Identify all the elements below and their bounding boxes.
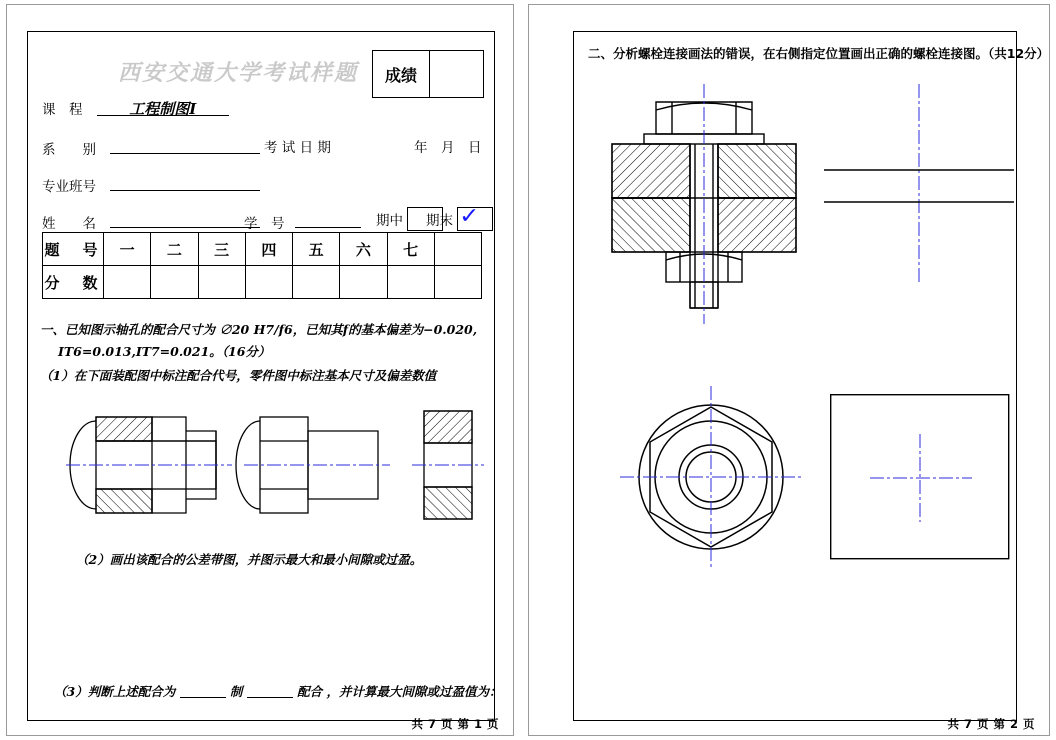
- answer-blank-2[interactable]: [247, 683, 293, 698]
- answer-blank-1[interactable]: [180, 683, 226, 698]
- exam-date-label: 考 试 日 期: [264, 140, 331, 156]
- score-box: [372, 50, 484, 98]
- question1-line5-part4: ，并计算最大间隙或过盈值为：: [326, 684, 502, 699]
- field-final: [426, 204, 493, 231]
- field-class: [42, 173, 260, 195]
- field-student-id: [244, 210, 361, 232]
- score-table: [42, 232, 482, 299]
- score-value-field[interactable]: [430, 51, 483, 97]
- answer-area-bolt-top[interactable]: [824, 84, 1014, 284]
- figure-hex-nut-top-view: [616, 382, 806, 572]
- field-exam-date: [264, 136, 331, 156]
- row-label-score: 分 数: [43, 266, 104, 299]
- course-value[interactable]: 工程制图Ⅰ: [97, 98, 229, 116]
- score-cell-3[interactable]: [198, 266, 245, 299]
- question1-line5-part2: 制: [229, 684, 243, 699]
- page-1-border: [27, 31, 502, 721]
- student-id-value[interactable]: [295, 210, 361, 228]
- watermark-title: 西安交通大学考试样题: [118, 60, 359, 86]
- col-2: 二: [151, 233, 198, 266]
- figure-shaft-hole-fit: [38, 387, 486, 547]
- score-cell-4[interactable]: [245, 266, 292, 299]
- question1-line4: （2）画出该配合的公差带图，并图示最大和最小间隙或过盈。: [76, 552, 423, 567]
- exam-sheet-page-2: [528, 4, 1050, 736]
- score-cell-7[interactable]: [387, 266, 434, 299]
- col-4: 四: [245, 233, 292, 266]
- col-1: 一: [104, 233, 151, 266]
- score-label: 成绩: [373, 51, 430, 97]
- col-3: 三: [198, 233, 245, 266]
- department-label: 系 别: [42, 142, 96, 158]
- department-value[interactable]: [110, 136, 260, 154]
- figure-bolt-connection-incorrect: [594, 72, 814, 372]
- field-department: [42, 136, 260, 158]
- field-name: [42, 210, 260, 232]
- name-label: 姓 名: [42, 216, 96, 232]
- question1-line1: 一、已知图示轴孔的配合尺寸为 ∅20 H7/f6，已知其f的基本偏差为−0.020,: [40, 322, 478, 337]
- col-5: 五: [293, 233, 340, 266]
- question2-text: 二、分析螺栓连接画法的错误，在右侧指定位置画出正确的螺栓连接图。（共12分）: [588, 46, 1050, 61]
- question1-line5: [54, 682, 502, 700]
- table-row-question-numbers: [43, 233, 482, 266]
- answer-area-bolt-bottom[interactable]: [830, 394, 1010, 560]
- footer-page-1: 共 7 页 第 1 页: [411, 717, 499, 731]
- field-course: [42, 98, 229, 118]
- score-cell-1[interactable]: [104, 266, 151, 299]
- question1-line2: IT6=0.013,IT7=0.021。（16分）: [58, 344, 271, 359]
- row-label-question-no: 题 号: [43, 233, 104, 266]
- score-cell-5[interactable]: [293, 266, 340, 299]
- question1-line5-part1: （3）判断上述配合为: [54, 684, 176, 699]
- col-7: 七: [387, 233, 434, 266]
- class-label: 专业班号: [42, 179, 96, 195]
- name-value[interactable]: [110, 210, 260, 228]
- midterm-label: 期中: [376, 213, 403, 229]
- score-cell-6[interactable]: [340, 266, 387, 299]
- score-cell-2[interactable]: [151, 266, 198, 299]
- exam-date-value[interactable]: 年 月 日: [414, 140, 482, 156]
- exam-sheet-page-1: [6, 4, 514, 736]
- question1-line3: （1）在下面装配图中标注配合代号，零件图中标注基本尺寸及偏差数值: [40, 368, 437, 383]
- final-checkbox[interactable]: [457, 204, 493, 231]
- checkmark-icon: ✓: [459, 204, 480, 229]
- col-6: 六: [340, 233, 387, 266]
- footer-page-2: 共 7 页 第 2 页: [947, 717, 1035, 731]
- student-id-label: 学 号: [244, 216, 285, 232]
- question1-line5-part3: 配合: [297, 684, 323, 699]
- score-cell-8[interactable]: [434, 266, 481, 299]
- col-8: [434, 233, 481, 266]
- page-2-border: [573, 31, 1050, 721]
- table-row-scores: [43, 266, 482, 299]
- final-label: 期末: [426, 213, 453, 229]
- course-label: 课 程: [42, 102, 83, 118]
- class-value[interactable]: [110, 173, 260, 191]
